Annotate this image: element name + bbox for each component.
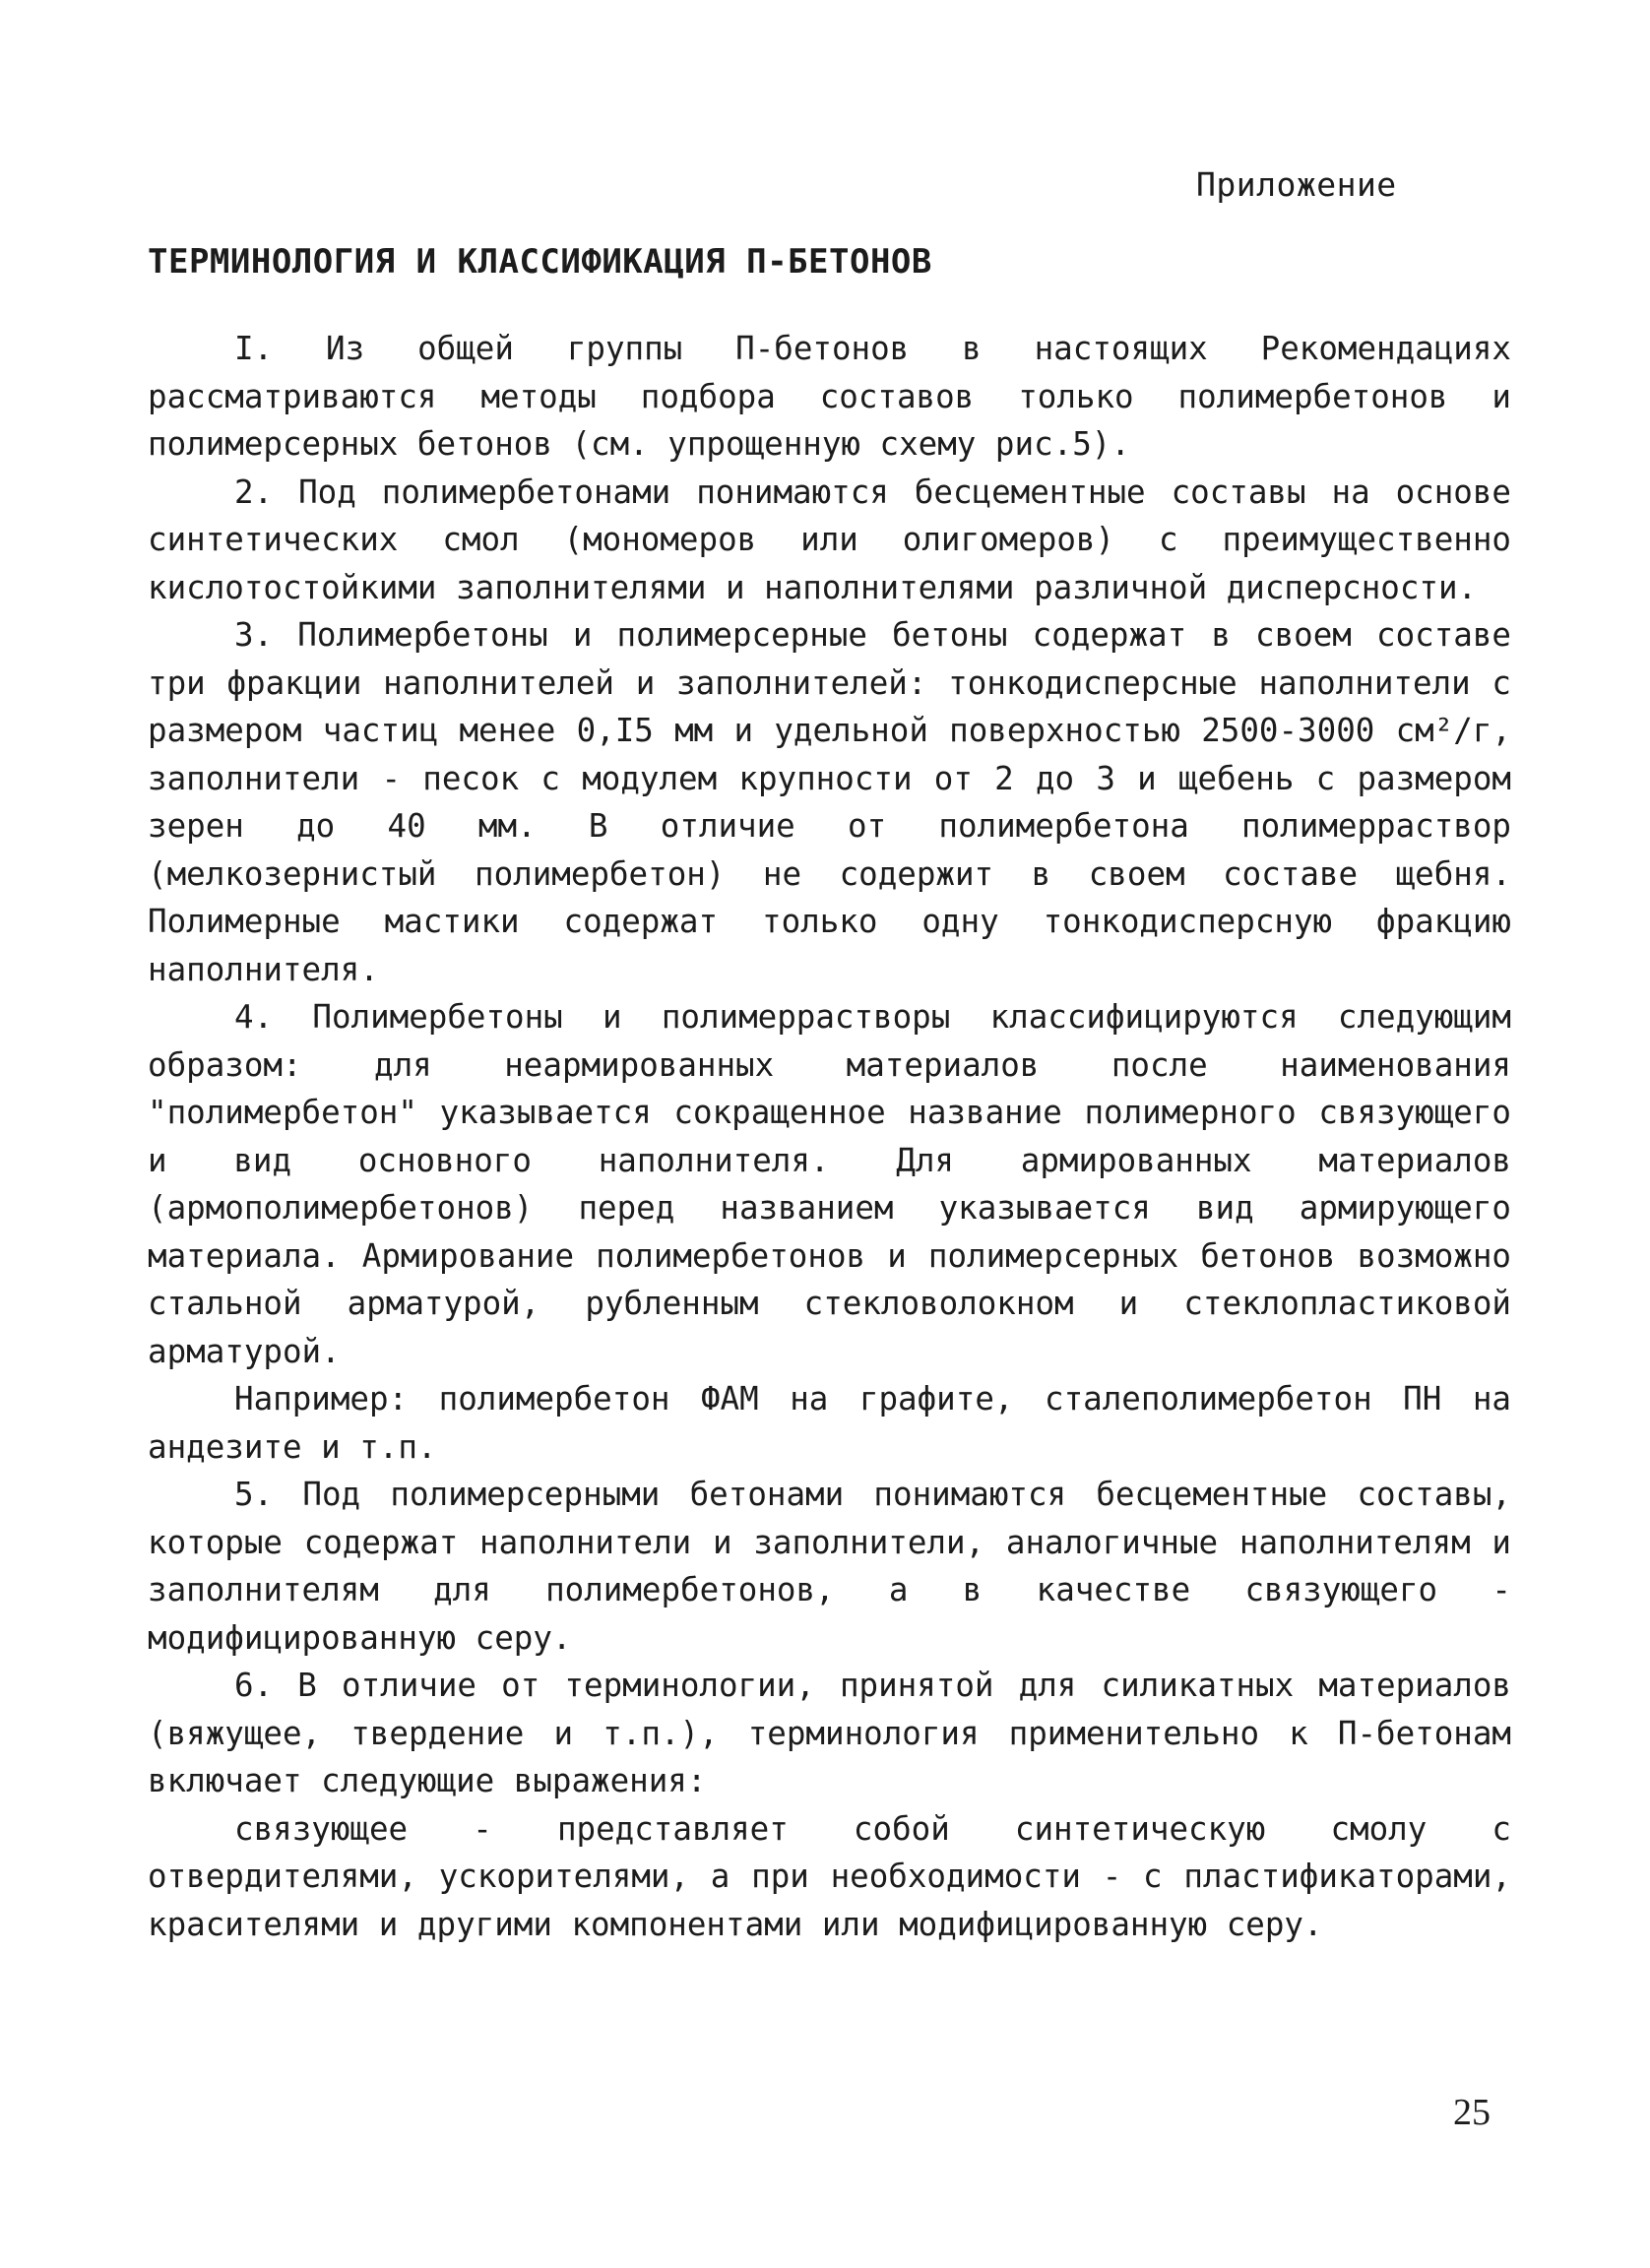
paragraph-5: 5. Под полимерсерными бетонами понимаются бесцементные составы, которые содержат наполнители и заполнители, аналогичные наполнителям и заполнителям для полимербетонов, а в качестве связующего - модифицированную серу. (148, 1476, 1511, 1657)
paragraph-4: 4. Полимербетоны и полимеррастворы классифицируются следующим образом: для неармированных материалов после наименования "полимербетон" указывается сокращенное название полимерного связующего и вид основного наполнителя. Для армированных материалов (армополимербетонов) перед названием указывается вид армирующего материала. Армирование полимербетонов и полимерсерных бетонов возможно стальной арматурой, рубленным стекловолокном и стеклопластиковой арматурой. (148, 998, 1511, 1370)
appendix-label: Приложение (1196, 165, 1397, 204)
paragraph-2: 2. Под полимербетонами понимаются бесцементные составы на основе синтетических смол (мономеров или олигомеров) с преимущественно кислотостойкими заполнителями и наполнителями различной дисперсности. (148, 472, 1511, 606)
body-text (148, 325, 1511, 1948)
page-number: 25 (1453, 2092, 1491, 2133)
paragraph-definition-binder: связующее - представляет собой синтетическую смолу с отвердителями, ускорителями, а при необходимости - с пластификаторами, красителями и другими компонентами или модифицированную серу. (148, 1809, 1511, 1943)
paragraph-1: I. Из общей группы П-бетонов в настоящих Рекомендациях рассматриваются методы подбора составов только полимербетонов и полимерсерных бетонов (см. упрощенную схему рис.5). (148, 330, 1511, 463)
paragraph-6: 6. В отличие от терминологии, принятой для силикатных материалов (вяжущее, твердение и т.п.), терминология применительно к П-бетонам включает следующие выражения: (148, 1667, 1511, 1799)
paragraph-3: 3. Полимербетоны и полимерсерные бетоны содержат в своем составе три фракции наполнителей и заполнителей: тонкодисперсные наполнители с размером частиц менее 0,I5 мм и удельной поверхностью 2500-3000 см²/г, заполнители - песок с модулем крупности от 2 до 3 и щебень с размером зерен до 40 мм. В отличие от полимербетона полимерраствор (мелкозернистый полимербетон) не содержит в своем составе щебня. Полимерные мастики содержат только одну тонкодисперсную фракцию наполнителя. (148, 616, 1511, 988)
paragraph-example: Например: полимербетон ФАМ на графите, сталеполимербетон ПН на андезите и т.п. (148, 1380, 1511, 1466)
page-title: ТЕРМИНОЛОГИЯ И КЛАССИФИКАЦИЯ П-БЕТОНОВ (148, 242, 932, 282)
